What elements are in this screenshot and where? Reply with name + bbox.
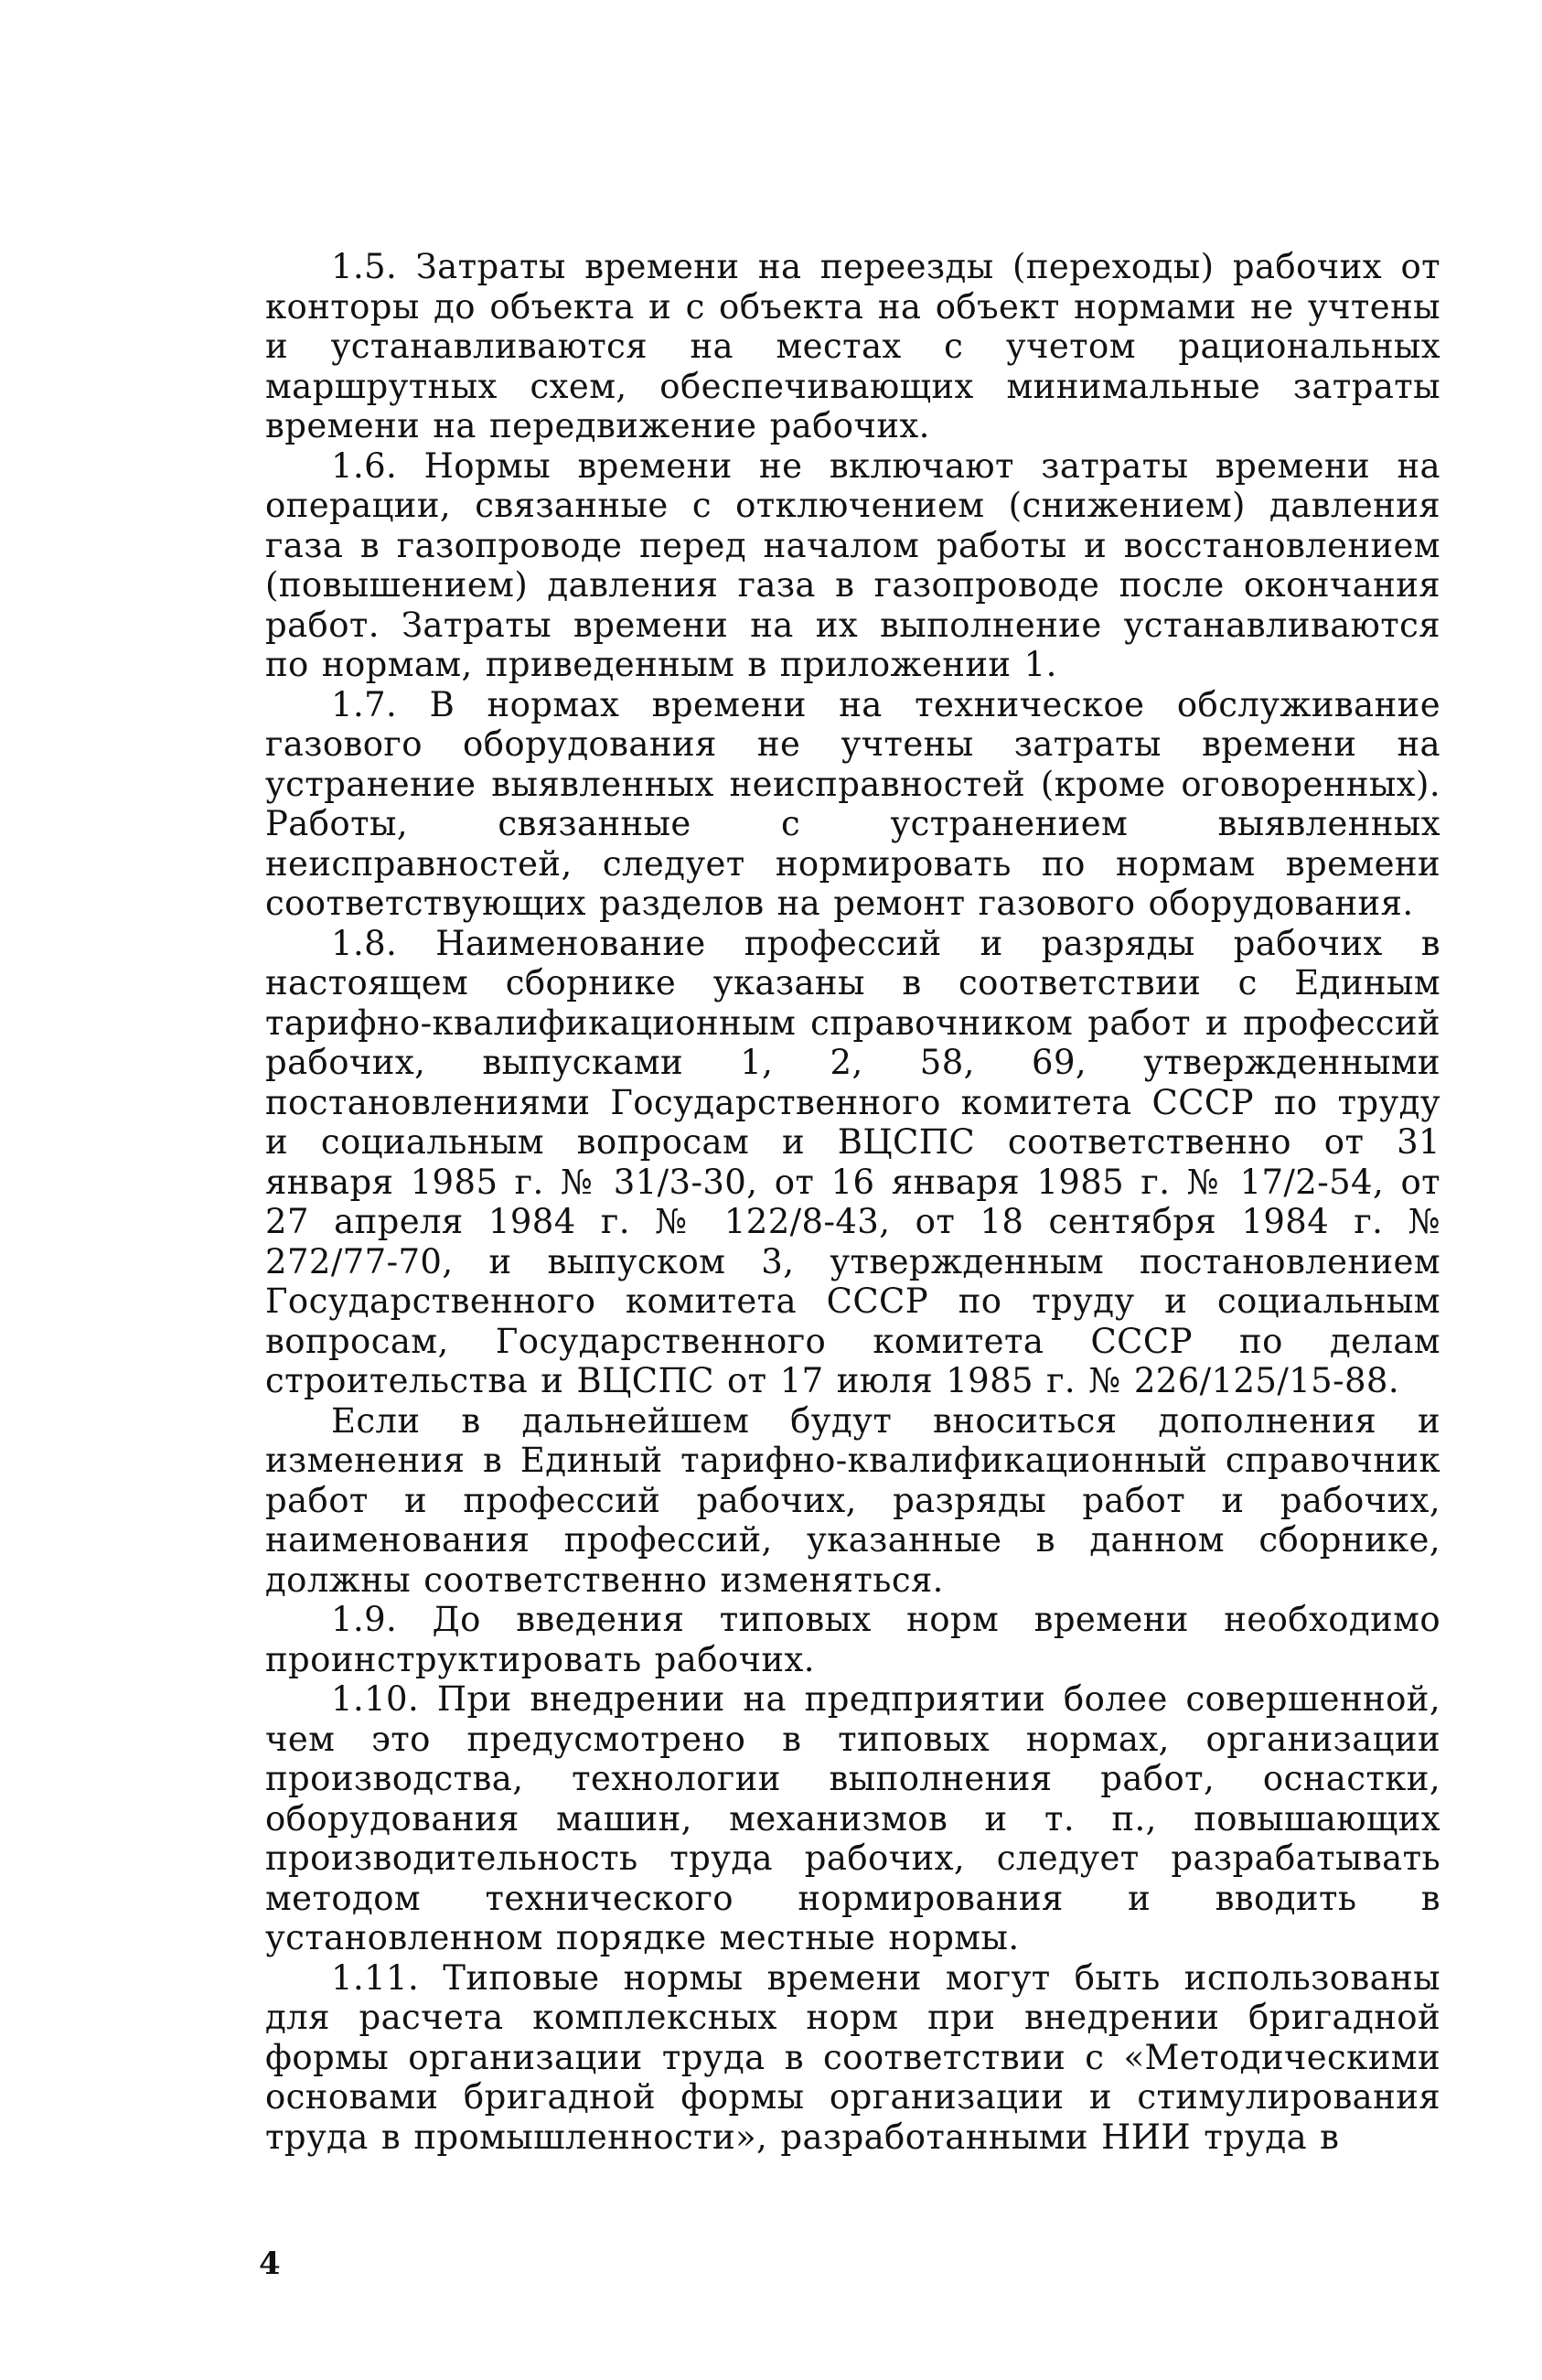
paragraph-1-8: 1.8. Наименование профессий и разряды рабочих в настоящем сборнике указаны в соответствии с Единым тарифно-квалификационным справочником работ и профессий рабочих, выпусками 1, 2, 58, 69, утвержденными постановлениями Государственного комитета СССР по труду и социальным вопросам и ВЦСПС соответственно от 31 января 1985 г. № 31/3-30, от 16 января 1985 г. № 17/2-54, от 27 апреля 1984 г. № 122/8-43, от 18 сентября 1984 г. № 272/77-70, и выпуском 3, утвержденным постановлением Государственного комитета СССР по труду и социальным вопросам, Государственного комитета СССР по делам строительства и ВЦСПС от 17 июля 1985 г. № 226/125/15-88.: [265, 923, 1440, 1400]
paragraph-1-9: 1.9. До введения типовых норм времени необходимо проинструктировать рабочих.: [265, 1600, 1440, 1679]
paragraph-1-11: 1.11. Типовые нормы времени могут быть использованы для расчета комплексных норм при внедрении бригадной формы организации труда в соответствии с «Методическими основами бригадной формы организации и стимулирования труда в промышленности», разработанными НИИ труда в: [265, 1957, 1440, 2157]
paragraph-1-5: 1.5. Затраты времени на переезды (переходы) рабочих от конторы до объекта и с объекта на объект нормами не учтены и устанавливаются на местах с учетом рациональных маршрутных схем, обеспечивающих минимальные затраты времени на передвижение рабочих.: [265, 247, 1440, 445]
page-number: 4: [259, 2246, 281, 2282]
paragraph-1-7: 1.7. В нормах времени на техническое обслуживание газового оборудования не учтены затраты времени на устранение выявленных неисправностей (кроме оговоренных). Работы, связанные с устранением выявленных неисправностей, следует нормировать по нормам времени соответствующих разделов на ремонт газового оборудования.: [265, 684, 1440, 923]
body-text: [265, 247, 1440, 2157]
paragraph-1-8-continued: Если в дальнейшем будут вноситься дополнения и изменения в Единый тарифно-квалификационный справочник работ и профессий рабочих, разряды работ и рабочих, наименования профессий, указанные в данном сборнике, должны соответственно изменяться.: [265, 1400, 1440, 1600]
paragraph-1-10: 1.10. При внедрении на предприятии более совершенной, чем это предусмотрено в типовых нормах, организации производства, технологии выполнения работ, оснастки, оборудования машин, механизмов и т. п., повышающих производительность труда рабочих, следует разрабатывать методом технического нормирования и вводить в установленном порядке местные нормы.: [265, 1679, 1440, 1957]
paragraph-1-6: 1.6. Нормы времени не включают затраты времени на операции, связанные с отключением (снижением) давления газа в газопроводе перед началом работы и восстановлением (повышением) давления газа в газопроводе после окончания работ. Затраты времени на их выполнение устанавливаются по нормам, приведенным в приложении 1.: [265, 445, 1440, 684]
